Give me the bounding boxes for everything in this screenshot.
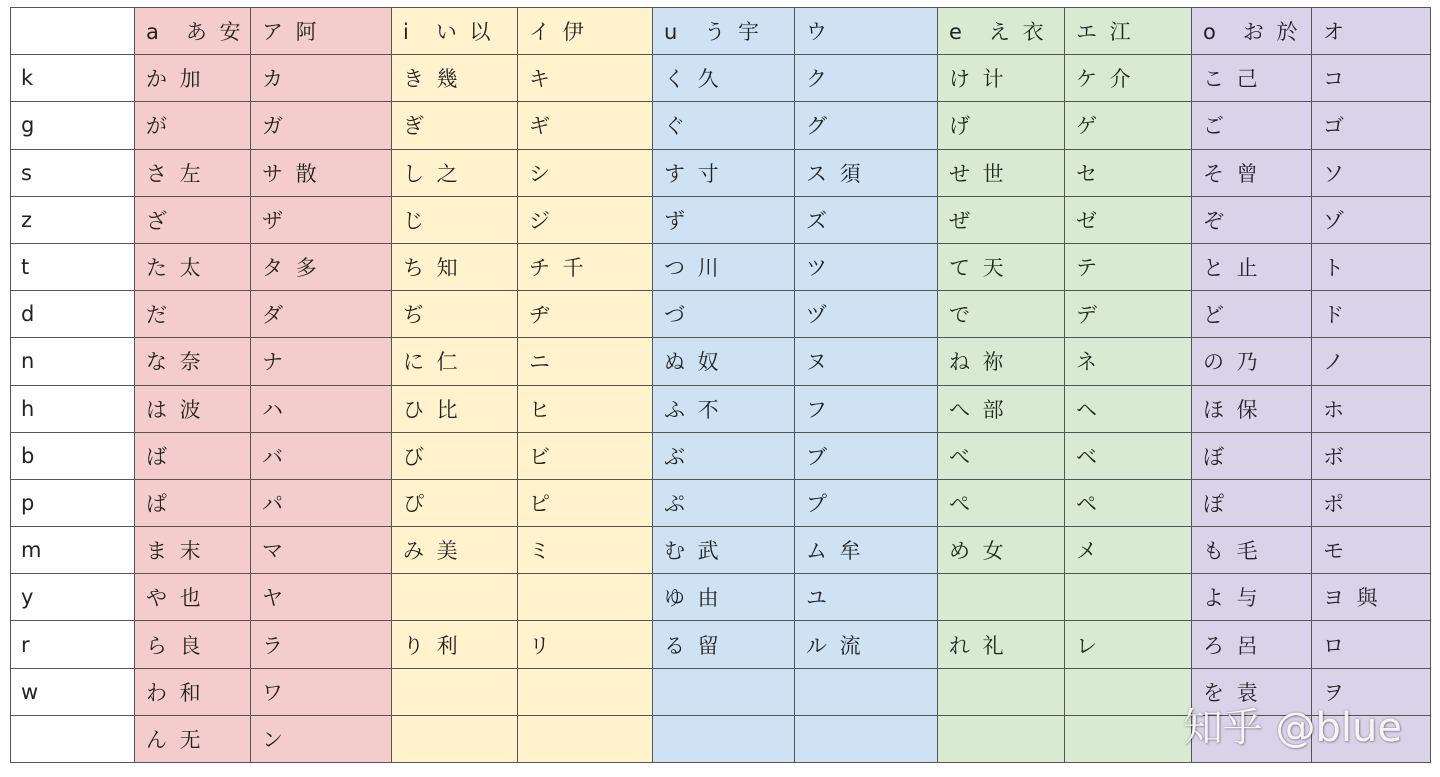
cell-e-katakana: ゼ [1065,196,1192,243]
cell-u-hiragana [653,715,795,762]
cell-u-katakana: グ [795,102,938,149]
cell-o-katakana: コ [1312,55,1431,102]
cell-consonant: b [11,432,135,479]
cell-u-katakana: フ [795,385,938,432]
cell-o-katakana: ヨ 與 [1312,574,1431,621]
cell-e-hiragana [938,574,1065,621]
kana-row [11,479,1431,526]
watermark: 知乎 @blue [1182,705,1402,751]
cell-a-hiragana: ぱ [135,479,251,526]
cell-i-hiragana: ひ 比 [392,385,518,432]
cell-i-katakana: リ [518,621,653,668]
cell-o-hiragana: ぞ [1192,196,1312,243]
cell-a-katakana: サ 散 [251,149,392,196]
cell-a-katakana: バ [251,432,392,479]
cell-e-hiragana: で [938,291,1065,338]
cell-consonant: g [11,102,135,149]
kana-table-body [11,8,1431,763]
kana-row [11,243,1431,290]
cell-u-hiragana: ぬ 奴 [653,338,795,385]
cell-i-katakana: キ [518,55,653,102]
cell-u-katakana: ム 牟 [795,527,938,574]
cell-o-katakana: ヲ [1312,668,1431,715]
cell-u-hiragana: る 留 [653,621,795,668]
cell-o-hiragana: を 袁 [1192,668,1312,715]
cell-a-katakana: ワ [251,668,392,715]
cell-consonant: s [11,149,135,196]
cell-e-katakana: ペ [1065,479,1192,526]
cell-i-hiragana: ぢ [392,291,518,338]
cell-a-hiragana: ま 末 [135,527,251,574]
cell-e-katakana: デ [1065,291,1192,338]
kana-row [11,432,1431,479]
cell-a-hiragana: は 波 [135,385,251,432]
cell-e-hiragana: ぜ [938,196,1065,243]
kana-row [11,621,1431,668]
cell-u-katakana: ス 須 [795,149,938,196]
cell-e-hiragana: け 计 [938,55,1065,102]
cell-a-hiragana: だ [135,291,251,338]
cell-e-katakana [1065,574,1192,621]
header-o-katakana: オ [1312,8,1431,55]
cell-e-hiragana: へ 部 [938,385,1065,432]
cell-e-katakana [1065,715,1192,762]
cell-e-katakana: レ [1065,621,1192,668]
cell-u-katakana: ツ [795,243,938,290]
kana-row [11,291,1431,338]
cell-u-hiragana: む 武 [653,527,795,574]
cell-e-katakana: ネ [1065,338,1192,385]
cell-i-hiragana [392,574,518,621]
cell-a-hiragana: が [135,102,251,149]
header-consonant [11,8,135,55]
cell-o-katakana: ト [1312,243,1431,290]
cell-consonant: k [11,55,135,102]
cell-e-katakana: テ [1065,243,1192,290]
kana-table [10,7,1431,763]
cell-consonant: n [11,338,135,385]
cell-u-katakana: プ [795,479,938,526]
cell-o-katakana: ソ [1312,149,1431,196]
cell-i-katakana [518,574,653,621]
header-i-katakana: イ 伊 [518,8,653,55]
cell-o-katakana: ゾ [1312,196,1431,243]
cell-i-hiragana [392,668,518,715]
cell-i-katakana: ヂ [518,291,653,338]
cell-o-katakana: ホ [1312,385,1431,432]
cell-a-katakana: ヤ [251,574,392,621]
cell-o-katakana: ド [1312,291,1431,338]
cell-u-katakana [795,715,938,762]
cell-i-hiragana: ち 知 [392,243,518,290]
cell-consonant: r [11,621,135,668]
cell-o-katakana: ボ [1312,432,1431,479]
cell-e-hiragana: べ [938,432,1065,479]
cell-a-hiragana: ざ [135,196,251,243]
kana-row [11,574,1431,621]
cell-consonant [11,715,135,762]
cell-o-hiragana: ぼ [1192,432,1312,479]
cell-u-katakana: ク [795,55,938,102]
cell-consonant: w [11,668,135,715]
header-row [11,8,1431,55]
cell-i-hiragana: に 仁 [392,338,518,385]
cell-o-hiragana: ぽ [1192,479,1312,526]
cell-a-katakana: カ [251,55,392,102]
cell-u-hiragana: つ 川 [653,243,795,290]
cell-a-katakana: ナ [251,338,392,385]
cell-u-hiragana: ぷ [653,479,795,526]
cell-o-katakana: ノ [1312,338,1431,385]
cell-u-hiragana: づ [653,291,795,338]
cell-o-hiragana: よ 与 [1192,574,1312,621]
cell-o-katakana: ゴ [1312,102,1431,149]
header-a-katakana: ア 阿 [251,8,392,55]
cell-a-hiragana: さ 左 [135,149,251,196]
cell-a-katakana: ザ [251,196,392,243]
cell-i-hiragana: じ [392,196,518,243]
cell-e-katakana: メ [1065,527,1192,574]
cell-i-katakana: シ [518,149,653,196]
cell-e-hiragana: ね 祢 [938,338,1065,385]
cell-a-katakana: ダ [251,291,392,338]
cell-i-katakana: ニ [518,338,653,385]
kana-row [11,338,1431,385]
cell-consonant: z [11,196,135,243]
cell-i-katakana: ヒ [518,385,653,432]
cell-consonant: d [11,291,135,338]
header-u-katakana: ウ [795,8,938,55]
cell-a-hiragana: た 太 [135,243,251,290]
cell-i-hiragana: ぴ [392,479,518,526]
cell-u-katakana: ヅ [795,291,938,338]
cell-e-hiragana [938,715,1065,762]
cell-e-hiragana: せ 世 [938,149,1065,196]
cell-o-hiragana: と 止 [1192,243,1312,290]
kana-row [11,55,1431,102]
cell-i-katakana: ジ [518,196,653,243]
cell-i-katakana: ミ [518,527,653,574]
cell-u-katakana [795,668,938,715]
cell-a-hiragana: わ 和 [135,668,251,715]
header-i-hiragana: i い 以 [392,8,518,55]
cell-e-hiragana: め 女 [938,527,1065,574]
cell-consonant: p [11,479,135,526]
cell-a-katakana: タ 多 [251,243,392,290]
cell-i-katakana [518,668,653,715]
cell-i-katakana: ピ [518,479,653,526]
cell-e-hiragana: れ 礼 [938,621,1065,668]
cell-a-katakana: マ [251,527,392,574]
cell-i-katakana: ギ [518,102,653,149]
cell-o-hiragana: ど [1192,291,1312,338]
cell-o-hiragana: そ 曾 [1192,149,1312,196]
cell-i-katakana [518,715,653,762]
cell-e-hiragana [938,668,1065,715]
cell-o-hiragana: も 毛 [1192,527,1312,574]
cell-u-hiragana [653,668,795,715]
cell-a-hiragana: な 奈 [135,338,251,385]
cell-o-katakana: ロ [1312,621,1431,668]
cell-a-hiragana: ば [135,432,251,479]
cell-u-katakana: ヌ [795,338,938,385]
cell-u-katakana: ル 流 [795,621,938,668]
cell-e-katakana: ゲ [1065,102,1192,149]
cell-u-hiragana: す 寸 [653,149,795,196]
cell-o-katakana: モ [1312,527,1431,574]
cell-a-hiragana: ん 无 [135,715,251,762]
cell-o-katakana: ポ [1312,479,1431,526]
cell-o-hiragana: ご [1192,102,1312,149]
cell-i-hiragana: み 美 [392,527,518,574]
cell-u-hiragana: ず [653,196,795,243]
cell-e-katakana: ヘ [1065,385,1192,432]
cell-u-katakana: ブ [795,432,938,479]
kana-row [11,196,1431,243]
cell-u-hiragana: ゆ 由 [653,574,795,621]
cell-u-katakana: ズ [795,196,938,243]
cell-o-hiragana: の 乃 [1192,338,1312,385]
cell-a-katakana: ラ [251,621,392,668]
cell-u-hiragana: ふ 不 [653,385,795,432]
kana-row [11,102,1431,149]
header-o-hiragana: o お 於 [1192,8,1312,55]
cell-u-hiragana: ぐ [653,102,795,149]
cell-o-hiragana: ほ 保 [1192,385,1312,432]
cell-a-katakana: ン [251,715,392,762]
cell-i-katakana: ビ [518,432,653,479]
kana-row [11,149,1431,196]
cell-e-katakana: ケ 介 [1065,55,1192,102]
cell-u-hiragana: ぶ [653,432,795,479]
cell-i-hiragana: し 之 [392,149,518,196]
cell-a-katakana: パ [251,479,392,526]
cell-i-hiragana: り 利 [392,621,518,668]
cell-a-katakana: ガ [251,102,392,149]
cell-a-hiragana: ら 良 [135,621,251,668]
header-u-hiragana: u う 宇 [653,8,795,55]
cell-i-katakana: チ 千 [518,243,653,290]
kana-row [11,527,1431,574]
cell-e-hiragana: げ [938,102,1065,149]
cell-a-hiragana: や 也 [135,574,251,621]
cell-u-hiragana: く 久 [653,55,795,102]
cell-e-hiragana: ぺ [938,479,1065,526]
cell-a-hiragana: か 加 [135,55,251,102]
header-e-katakana: エ 江 [1065,8,1192,55]
cell-i-hiragana [392,715,518,762]
cell-consonant: m [11,527,135,574]
cell-u-katakana: ユ [795,574,938,621]
cell-o-hiragana: こ 己 [1192,55,1312,102]
header-a-hiragana: a あ 安 [135,8,251,55]
cell-e-katakana: ベ [1065,432,1192,479]
cell-consonant: y [11,574,135,621]
cell-consonant: t [11,243,135,290]
cell-e-hiragana: て 天 [938,243,1065,290]
cell-consonant: h [11,385,135,432]
header-e-hiragana: e え 衣 [938,8,1065,55]
cell-i-hiragana: び [392,432,518,479]
cell-e-katakana [1065,668,1192,715]
cell-o-hiragana: ろ 呂 [1192,621,1312,668]
cell-i-hiragana: ぎ [392,102,518,149]
kana-row [11,385,1431,432]
cell-a-katakana: ハ [251,385,392,432]
cell-i-hiragana: き 幾 [392,55,518,102]
cell-e-katakana: セ [1065,149,1192,196]
